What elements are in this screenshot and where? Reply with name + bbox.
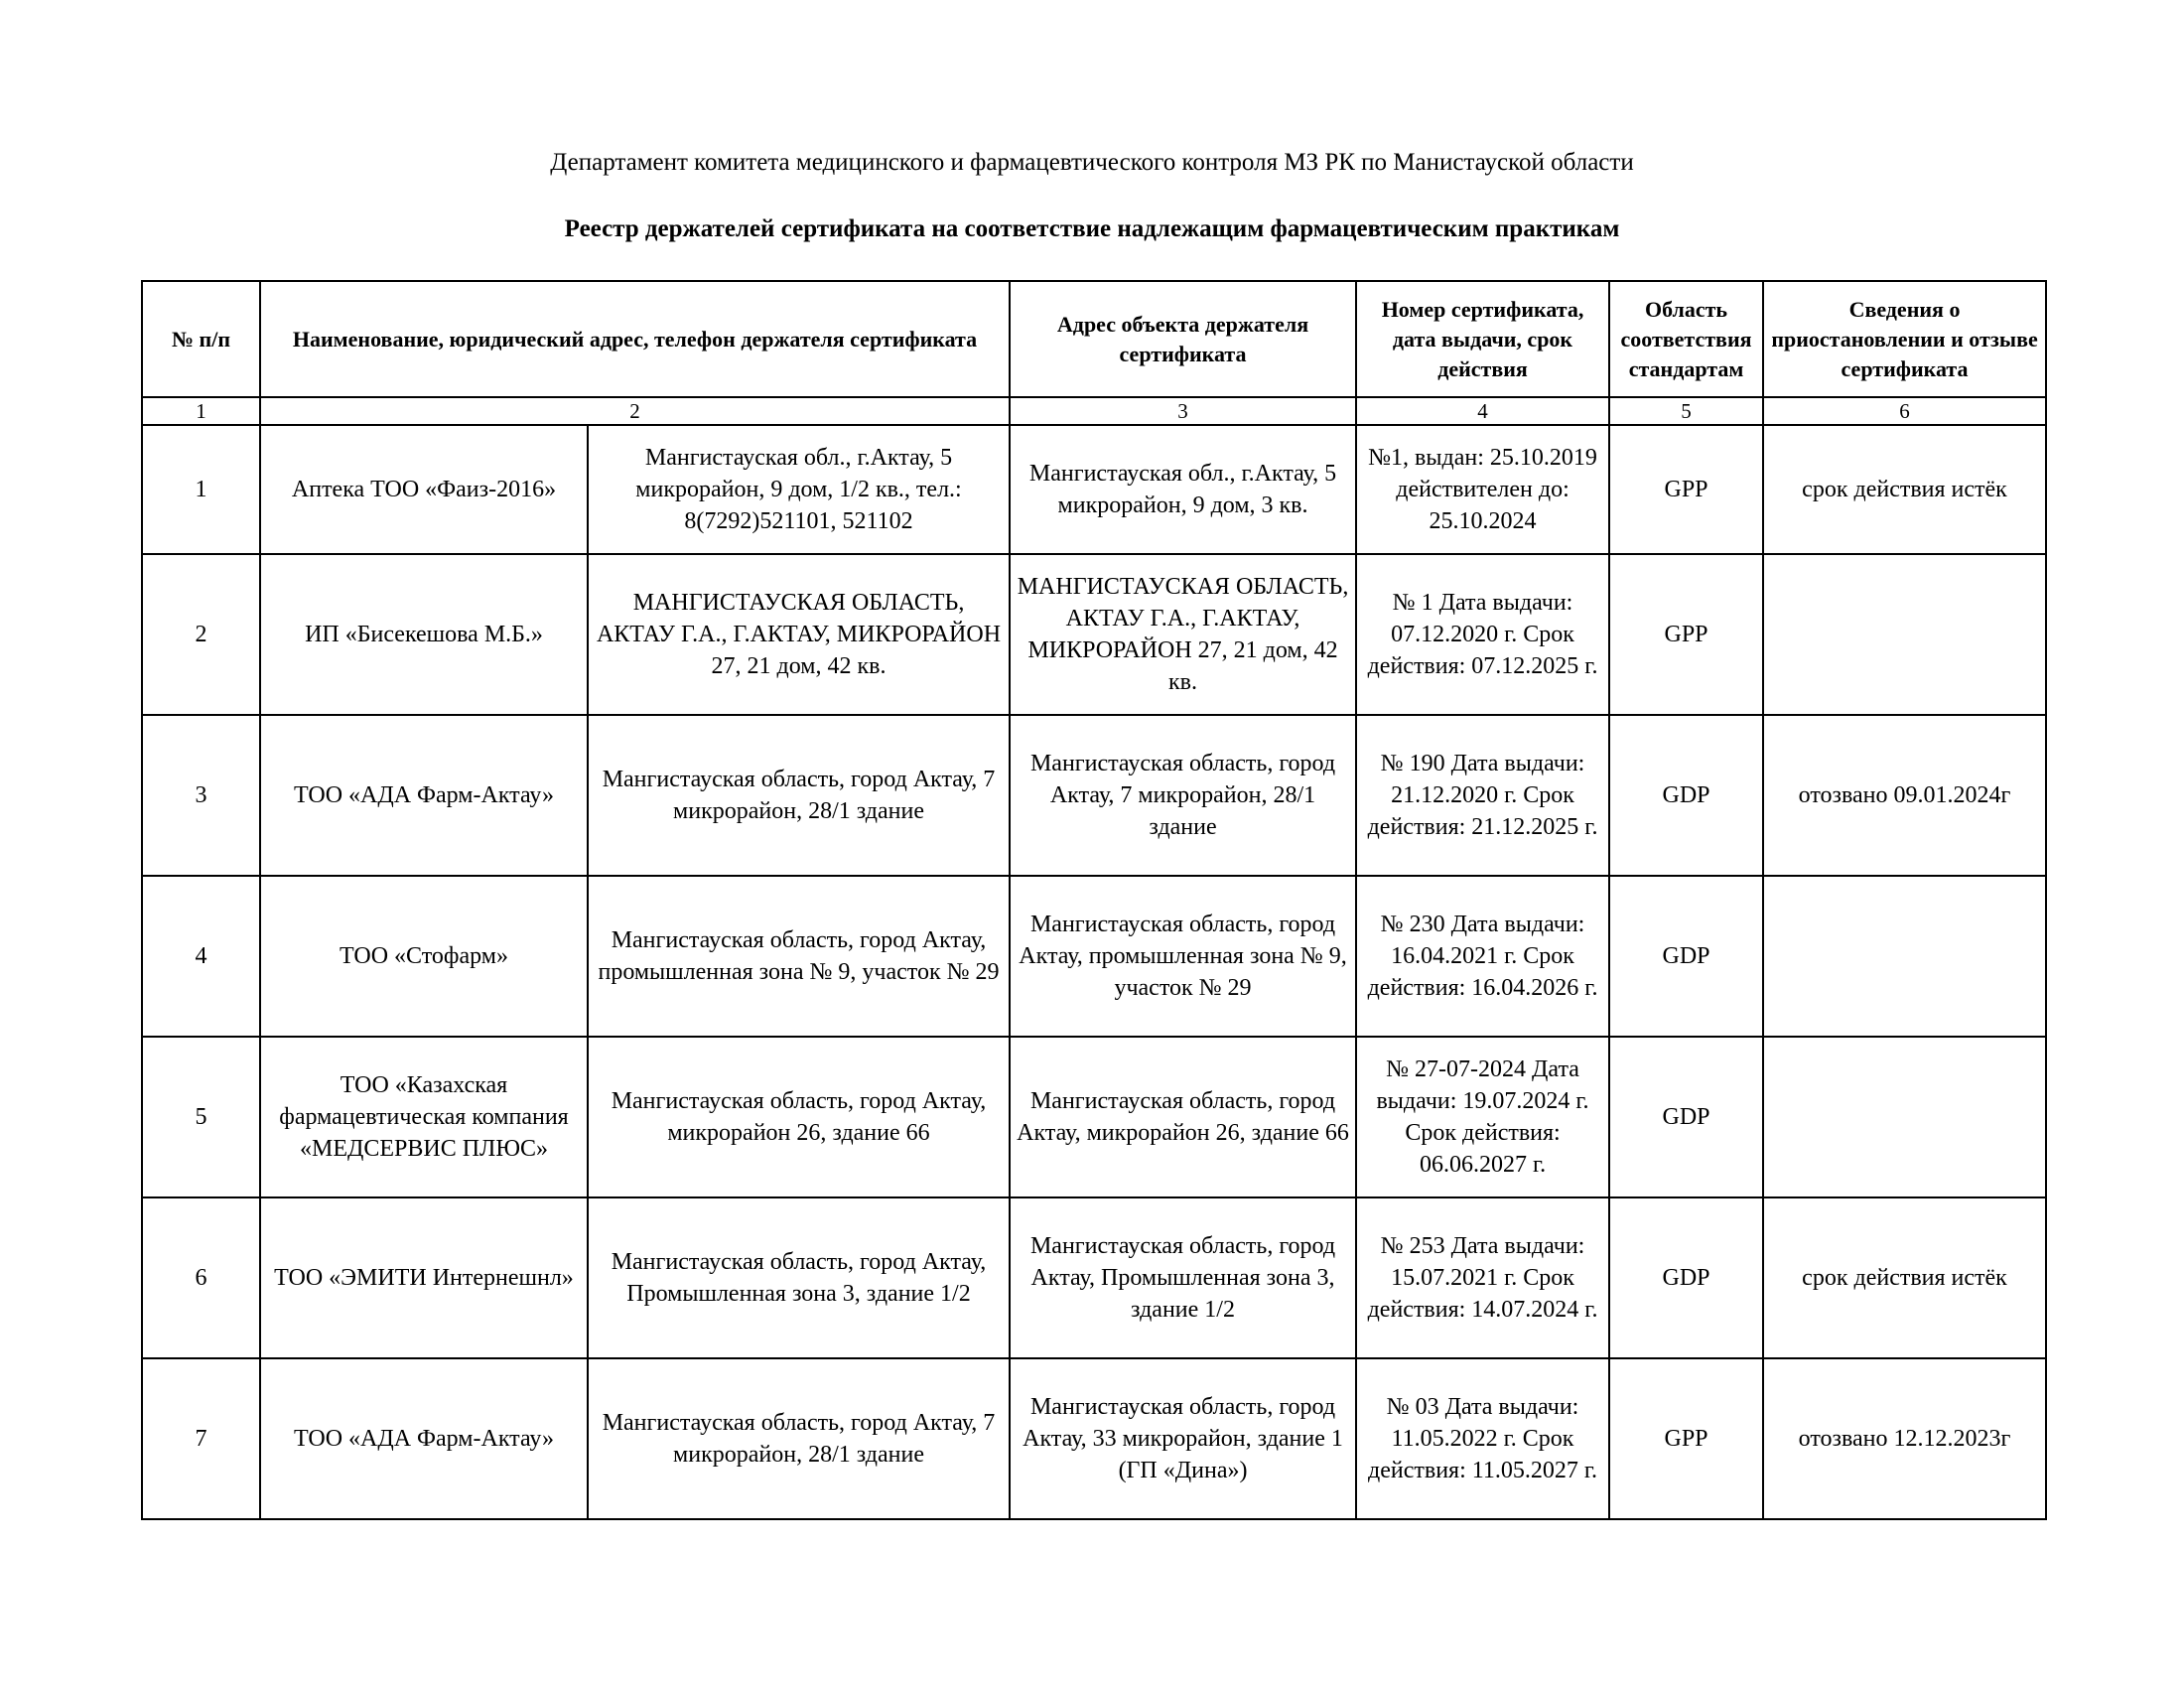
column-number: 6 (1763, 397, 2046, 425)
header-standard: Область соответствия стандартам (1609, 281, 1763, 397)
row-number: 5 (142, 1037, 260, 1197)
column-number: 2 (260, 397, 1010, 425)
suspension-status (1763, 876, 2046, 1037)
table-row (142, 715, 2046, 876)
suspension-status: срок действия истёк (1763, 425, 2046, 554)
object-address: Мангистауская обл., г.Актау, 5 микрорайон, 9 дом, 3 кв. (1010, 425, 1356, 554)
suspension-status: отозвано 09.01.2024г (1763, 715, 2046, 876)
standard-area: GDP (1609, 1197, 1763, 1358)
object-address: Мангистауская область, город Актау, Промышленная зона 3, здание 1/2 (1010, 1197, 1356, 1358)
object-address: Мангистауская область, город Актау, промышленная зона № 9, участок № 29 (1010, 876, 1356, 1037)
standard-area: GPP (1609, 554, 1763, 715)
holder-name: ТОО «АДА Фарм-Актау» (260, 715, 588, 876)
header-address: Адрес объекта держателя сертификата (1010, 281, 1356, 397)
suspension-status (1763, 554, 2046, 715)
column-number: 3 (1010, 397, 1356, 425)
table-row (142, 554, 2046, 715)
row-number: 7 (142, 1358, 260, 1519)
standard-area: GPP (1609, 425, 1763, 554)
header-status: Сведения о приостановлении и отзыве сертификата (1763, 281, 2046, 397)
table-row (142, 1197, 2046, 1358)
legal-address: Мангистауская область, город Актау, 7 микрорайон, 28/1 здание (588, 1358, 1010, 1519)
object-address: МАНГИСТАУСКАЯ ОБЛАСТЬ, АКТАУ Г.А., Г.АКТАУ, МИКРОРАЙОН 27, 21 дом, 42 кв. (1010, 554, 1356, 715)
object-address: Мангистауская область, город Актау, микрорайон 26, здание 66 (1010, 1037, 1356, 1197)
object-address: Мангистауская область, город Актау, 7 микрорайон, 28/1 здание (1010, 715, 1356, 876)
suspension-status (1763, 1037, 2046, 1197)
suspension-status: срок действия истёк (1763, 1197, 2046, 1358)
certificate-info: № 190 Дата выдачи: 21.12.2020 г. Срок действия: 21.12.2025 г. (1356, 715, 1609, 876)
certificate-info: № 03 Дата выдачи: 11.05.2022 г. Срок действия: 11.05.2027 г. (1356, 1358, 1609, 1519)
holder-name: Аптека ТОО «Фаиз-2016» (260, 425, 588, 554)
column-number: 1 (142, 397, 260, 425)
holder-name: ТОО «Казахская фармацевтическая компания «МЕДСЕРВИС ПЛЮС» (260, 1037, 588, 1197)
header-name: Наименование, юридический адрес, телефон держателя сертификата (260, 281, 1010, 397)
legal-address: Мангистауская область, город Актау, микрорайон 26, здание 66 (588, 1037, 1010, 1197)
legal-address: Мангистауская область, город Актау, промышленная зона № 9, участок № 29 (588, 876, 1010, 1037)
holder-name: ИП «Бисекешова М.Б.» (260, 554, 588, 715)
object-address: Мангистауская область, город Актау, 33 микрорайон, здание 1 (ГП «Дина») (1010, 1358, 1356, 1519)
row-number: 4 (142, 876, 260, 1037)
certificate-info: № 253 Дата выдачи: 15.07.2021 г. Срок действия: 14.07.2024 г. (1356, 1197, 1609, 1358)
legal-address: Мангистауская область, город Актау, 7 микрорайон, 28/1 здание (588, 715, 1010, 876)
certificate-info: № 27-07-2024 Дата выдачи: 19.07.2024 г. Срок действия: 06.06.2027 г. (1356, 1037, 1609, 1197)
legal-address: Мангистауская обл., г.Актау, 5 микрорайон, 9 дом, 1/2 кв., тел.: 8(7292)521101, 521102 (588, 425, 1010, 554)
suspension-status: отозвано 12.12.2023г (1763, 1358, 2046, 1519)
header-certificate: Номер сертификата, дата выдачи, срок действия (1356, 281, 1609, 397)
row-number: 1 (142, 425, 260, 554)
table-row (142, 876, 2046, 1037)
row-number: 6 (142, 1197, 260, 1358)
legal-address: МАНГИСТАУСКАЯ ОБЛАСТЬ, АКТАУ Г.А., Г.АКТАУ, МИКРОРАЙОН 27, 21 дом, 42 кв. (588, 554, 1010, 715)
column-number: 4 (1356, 397, 1609, 425)
header-num: № п/п (142, 281, 260, 397)
table-row (142, 425, 2046, 554)
standard-area: GDP (1609, 876, 1763, 1037)
page-title: Департамент комитета медицинского и фармацевтического контроля МЗ РК по Манистауской области (550, 149, 1634, 176)
table-row (142, 1037, 2046, 1197)
holder-name: ТОО «АДА Фарм-Актау» (260, 1358, 588, 1519)
certificate-info: № 230 Дата выдачи: 16.04.2021 г. Срок действия: 16.04.2026 г. (1356, 876, 1609, 1037)
legal-address: Мангистауская область, город Актау, Промышленная зона 3, здание 1/2 (588, 1197, 1010, 1358)
holder-name: ТОО «ЭМИТИ Интернешнл» (260, 1197, 588, 1358)
row-number: 3 (142, 715, 260, 876)
certificate-info: №1, выдан: 25.10.2019 действителен до: 25.10.2024 (1356, 425, 1609, 554)
standard-area: GDP (1609, 1037, 1763, 1197)
row-number: 2 (142, 554, 260, 715)
header-row (142, 281, 2046, 397)
standard-area: GDP (1609, 715, 1763, 876)
standard-area: GPP (1609, 1358, 1763, 1519)
column-number: 5 (1609, 397, 1763, 425)
table-row (142, 1358, 2046, 1519)
page-subtitle: Реестр держателей сертификата на соответствие надлежащим фармацевтическим практикам (564, 215, 1620, 242)
certificate-info: № 1 Дата выдачи: 07.12.2020 г. Срок действия: 07.12.2025 г. (1356, 554, 1609, 715)
column-number-row (142, 397, 2046, 425)
holder-name: ТОО «Стофарм» (260, 876, 588, 1037)
certificate-registry-table (141, 280, 2047, 1520)
